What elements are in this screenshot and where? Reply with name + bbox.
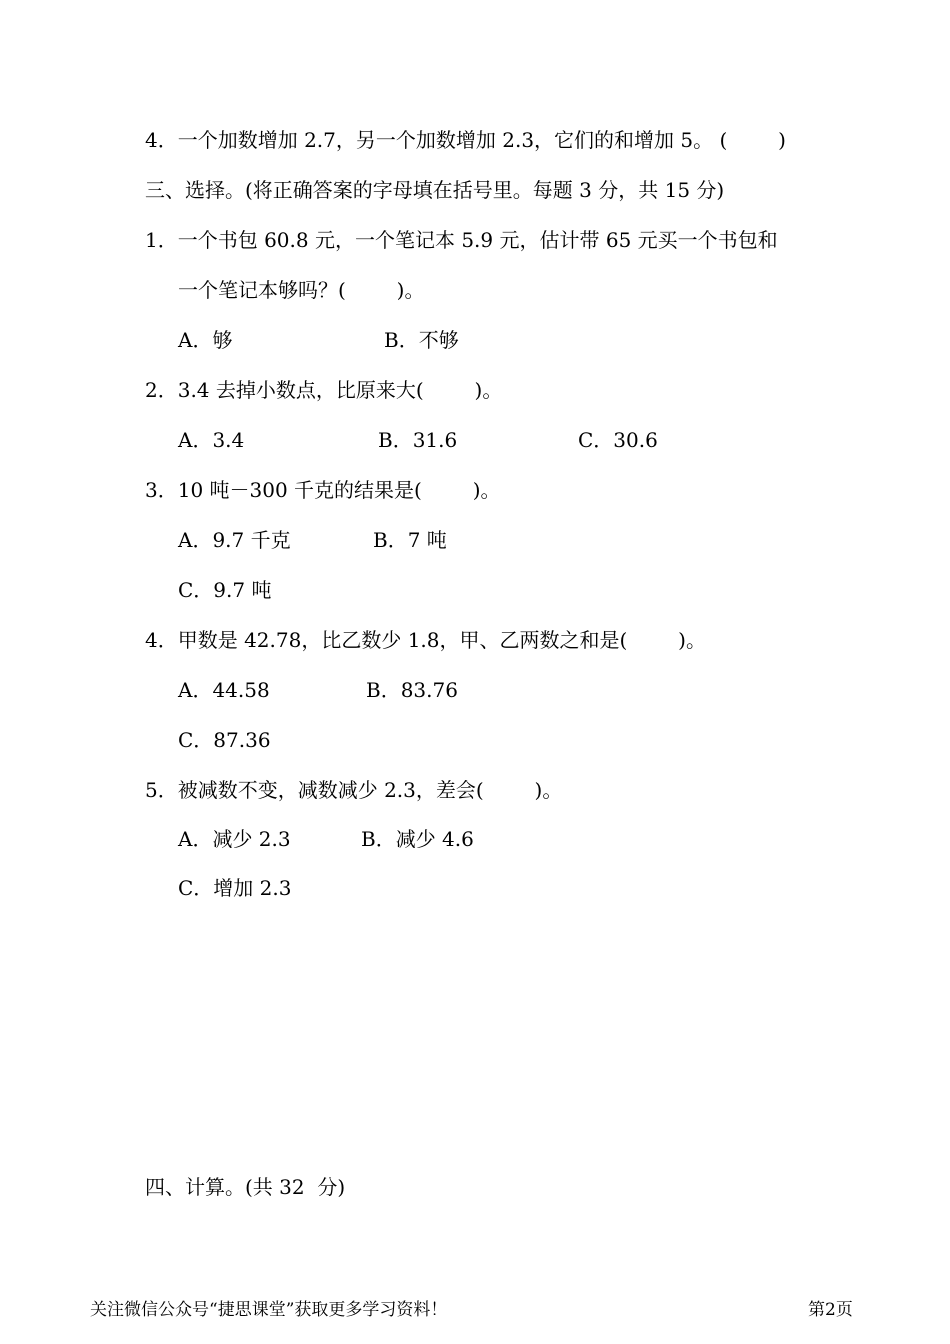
q3-option-a: A．9.7 千克 (178, 528, 291, 552)
page-number: 第2页 (808, 1300, 853, 1320)
choice-question-3: 3．10 吨－300 千克的结果是( )。 (145, 478, 501, 502)
choice-question-4: 4．甲数是 42.78，比乙数少 1.8，甲、乙两数之和是( )。 (145, 628, 706, 652)
q5-option-b: B．减少 4.6 (361, 827, 474, 851)
footer-promo-text: 关注微信公众号“捷思课堂”获取更多学习资料！ (90, 1300, 448, 1320)
q3-option-b: B．7 吨 (373, 528, 447, 552)
q4-option-c: C．87.36 (178, 728, 271, 752)
q5-option-a: A．减少 2.3 (178, 827, 291, 851)
q2-option-c: C．30.6 (578, 428, 658, 452)
choice-question-5: 5．被减数不变，减数减少 2.3，差会( )。 (145, 778, 563, 802)
q4-option-a: A．44.58 (178, 678, 270, 702)
q1-option-a: A．够 (178, 328, 233, 352)
choice-question-1-line-2: 一个笔记本够吗？( )。 (178, 278, 425, 302)
q1-option-b: B．不够 (384, 328, 459, 352)
choice-question-1-line-1: 1．一个书包 60.8 元，一个笔记本 5.9 元，估计带 65 元买一个书包和 (145, 228, 778, 252)
q4-option-b: B．83.76 (366, 678, 458, 702)
choice-question-2: 2．3.4 去掉小数点，比原来大( )。 (145, 378, 503, 402)
section-3-title: 三、选择。(将正确答案的字母填在括号里。每题 3 分，共 15 分) (145, 178, 725, 202)
q2-option-b: B．31.6 (378, 428, 458, 452)
q5-option-c: C．增加 2.3 (178, 876, 292, 900)
section-4-title: 四、计算。(共 32 分) (145, 1175, 346, 1199)
judge-question-4: 4．一个加数增加 2.7，另一个加数增加 2.3，它们的和增加 5。 ( ) (145, 128, 786, 152)
q2-option-a: A．3.4 (178, 428, 245, 452)
q3-option-c: C．9.7 吨 (178, 578, 272, 602)
